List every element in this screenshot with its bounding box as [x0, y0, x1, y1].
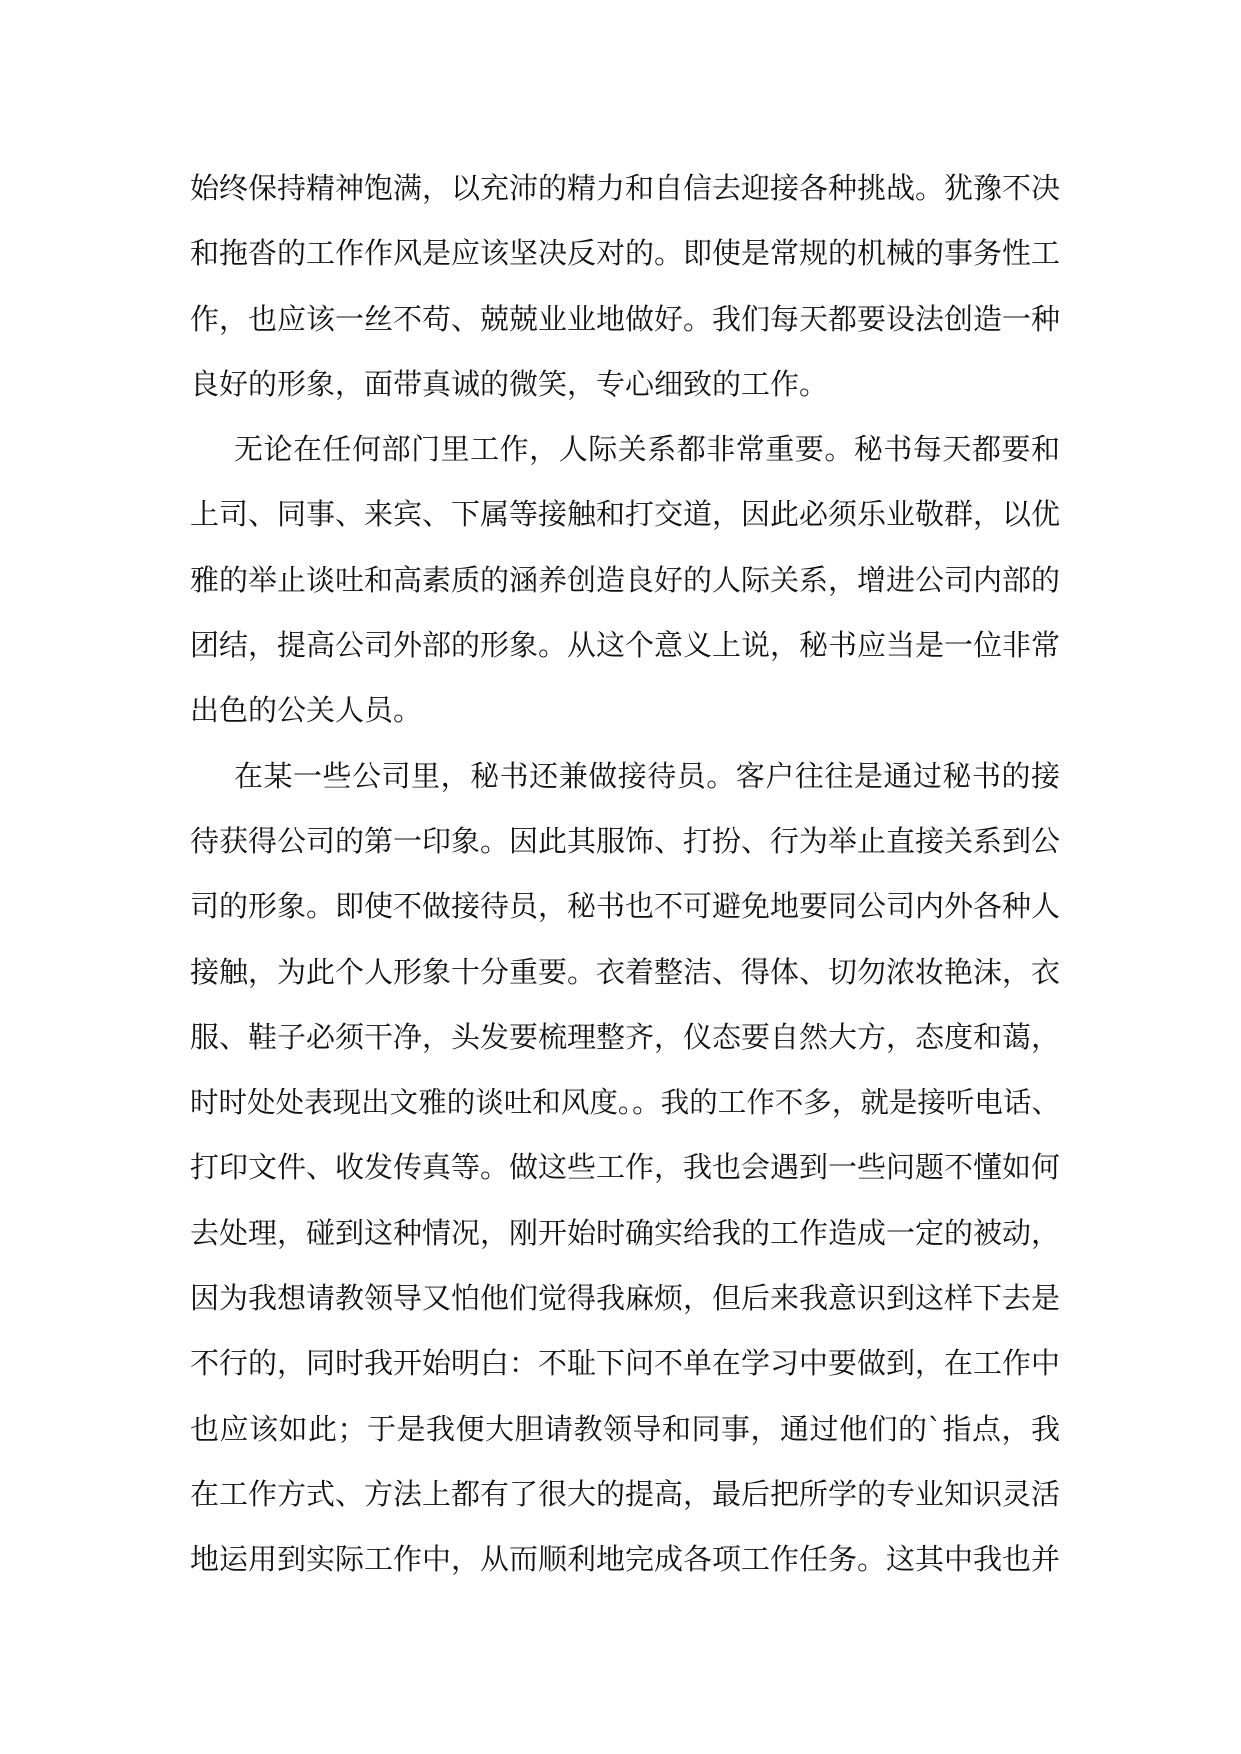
text-line: 雅的举止谈吐和高素质的涵养创造良好的人际关系，增进公司内部的 [190, 562, 1061, 597]
text-line: 时时处处表现出文雅的谈吐和风度。。我的工作不多，就是接听电话、 [190, 1086, 1060, 1120]
text-line: 待获得公司的第一印象。因此其服饰、打扮、行为举止直接关系到公 [190, 823, 1061, 858]
text-line: 接触，为此个人形象十分重要。衣着整洁、得体、切勿浓妆艳沫，衣 [190, 954, 1061, 989]
text-line: 打印文件、收发传真等。做这些工作，我也会遇到一些问题不懂如何 [190, 1150, 1061, 1185]
text-line: 在某一些公司里，秘书还兼做接待员。客户往往是通过秘书的接 [234, 758, 1060, 793]
text-line: 作，也应该一丝不苟、兢兢业业地做好。我们每天都要设法创造一种 [190, 301, 1061, 336]
document-body [190, 156, 1060, 1593]
text-line: 司的形象。即使不做接待员，秘书也不可避免地要同公司内外各种人 [190, 889, 1061, 924]
text-line: 不行的，同时我开始明白：不耻下问不单在学习中要做到，在工作中 [190, 1346, 1061, 1381]
text-line: 无论在任何部门里工作，人际关系都非常重要。秘书每天都要和 [234, 432, 1060, 467]
text-line: 地运用到实际工作中，从而顺利地完成各项工作任务。这其中我也并 [190, 1542, 1061, 1577]
text-line: 团结，提高公司外部的形象。从这个意义上说，秘书应当是一位非常 [190, 628, 1061, 663]
text-line: 始终保持精神饱满，以充沛的精力和自信去迎接各种挑战。犹豫不决 [190, 171, 1061, 205]
text-line: 服、鞋子必须干净，头发要梳理整齐，仪态要自然大方，态度和蔼， [190, 1019, 1061, 1054]
text-line: 去处理，碰到这种情况，刚开始时确实给我的工作造成一定的被动， [190, 1215, 1061, 1250]
text-line: 上司、同事、来宾、下属等接触和打交道，因此必须乐业敬群，以优 [190, 497, 1061, 532]
text-line: 也应该如此；于是我便大胆请教领导和同事，通过他们的`指点，我 [190, 1411, 1060, 1446]
text-line: 因为我想请教领导又怕他们觉得我麻烦，但后来我意识到这样下去是 [190, 1281, 1061, 1316]
text-line: 和拖沓的工作作风是应该坚决反对的。即使是常规的机械的事务性工 [190, 236, 1061, 271]
text-line: 出色的公关人员。 [190, 693, 423, 728]
text-line: 在工作方式、方法上都有了很大的提高，最后把所学的专业知识灵活 [190, 1476, 1061, 1511]
text-line: 良好的形象，面带真诚的微笑，专心细致的工作。 [190, 366, 829, 401]
